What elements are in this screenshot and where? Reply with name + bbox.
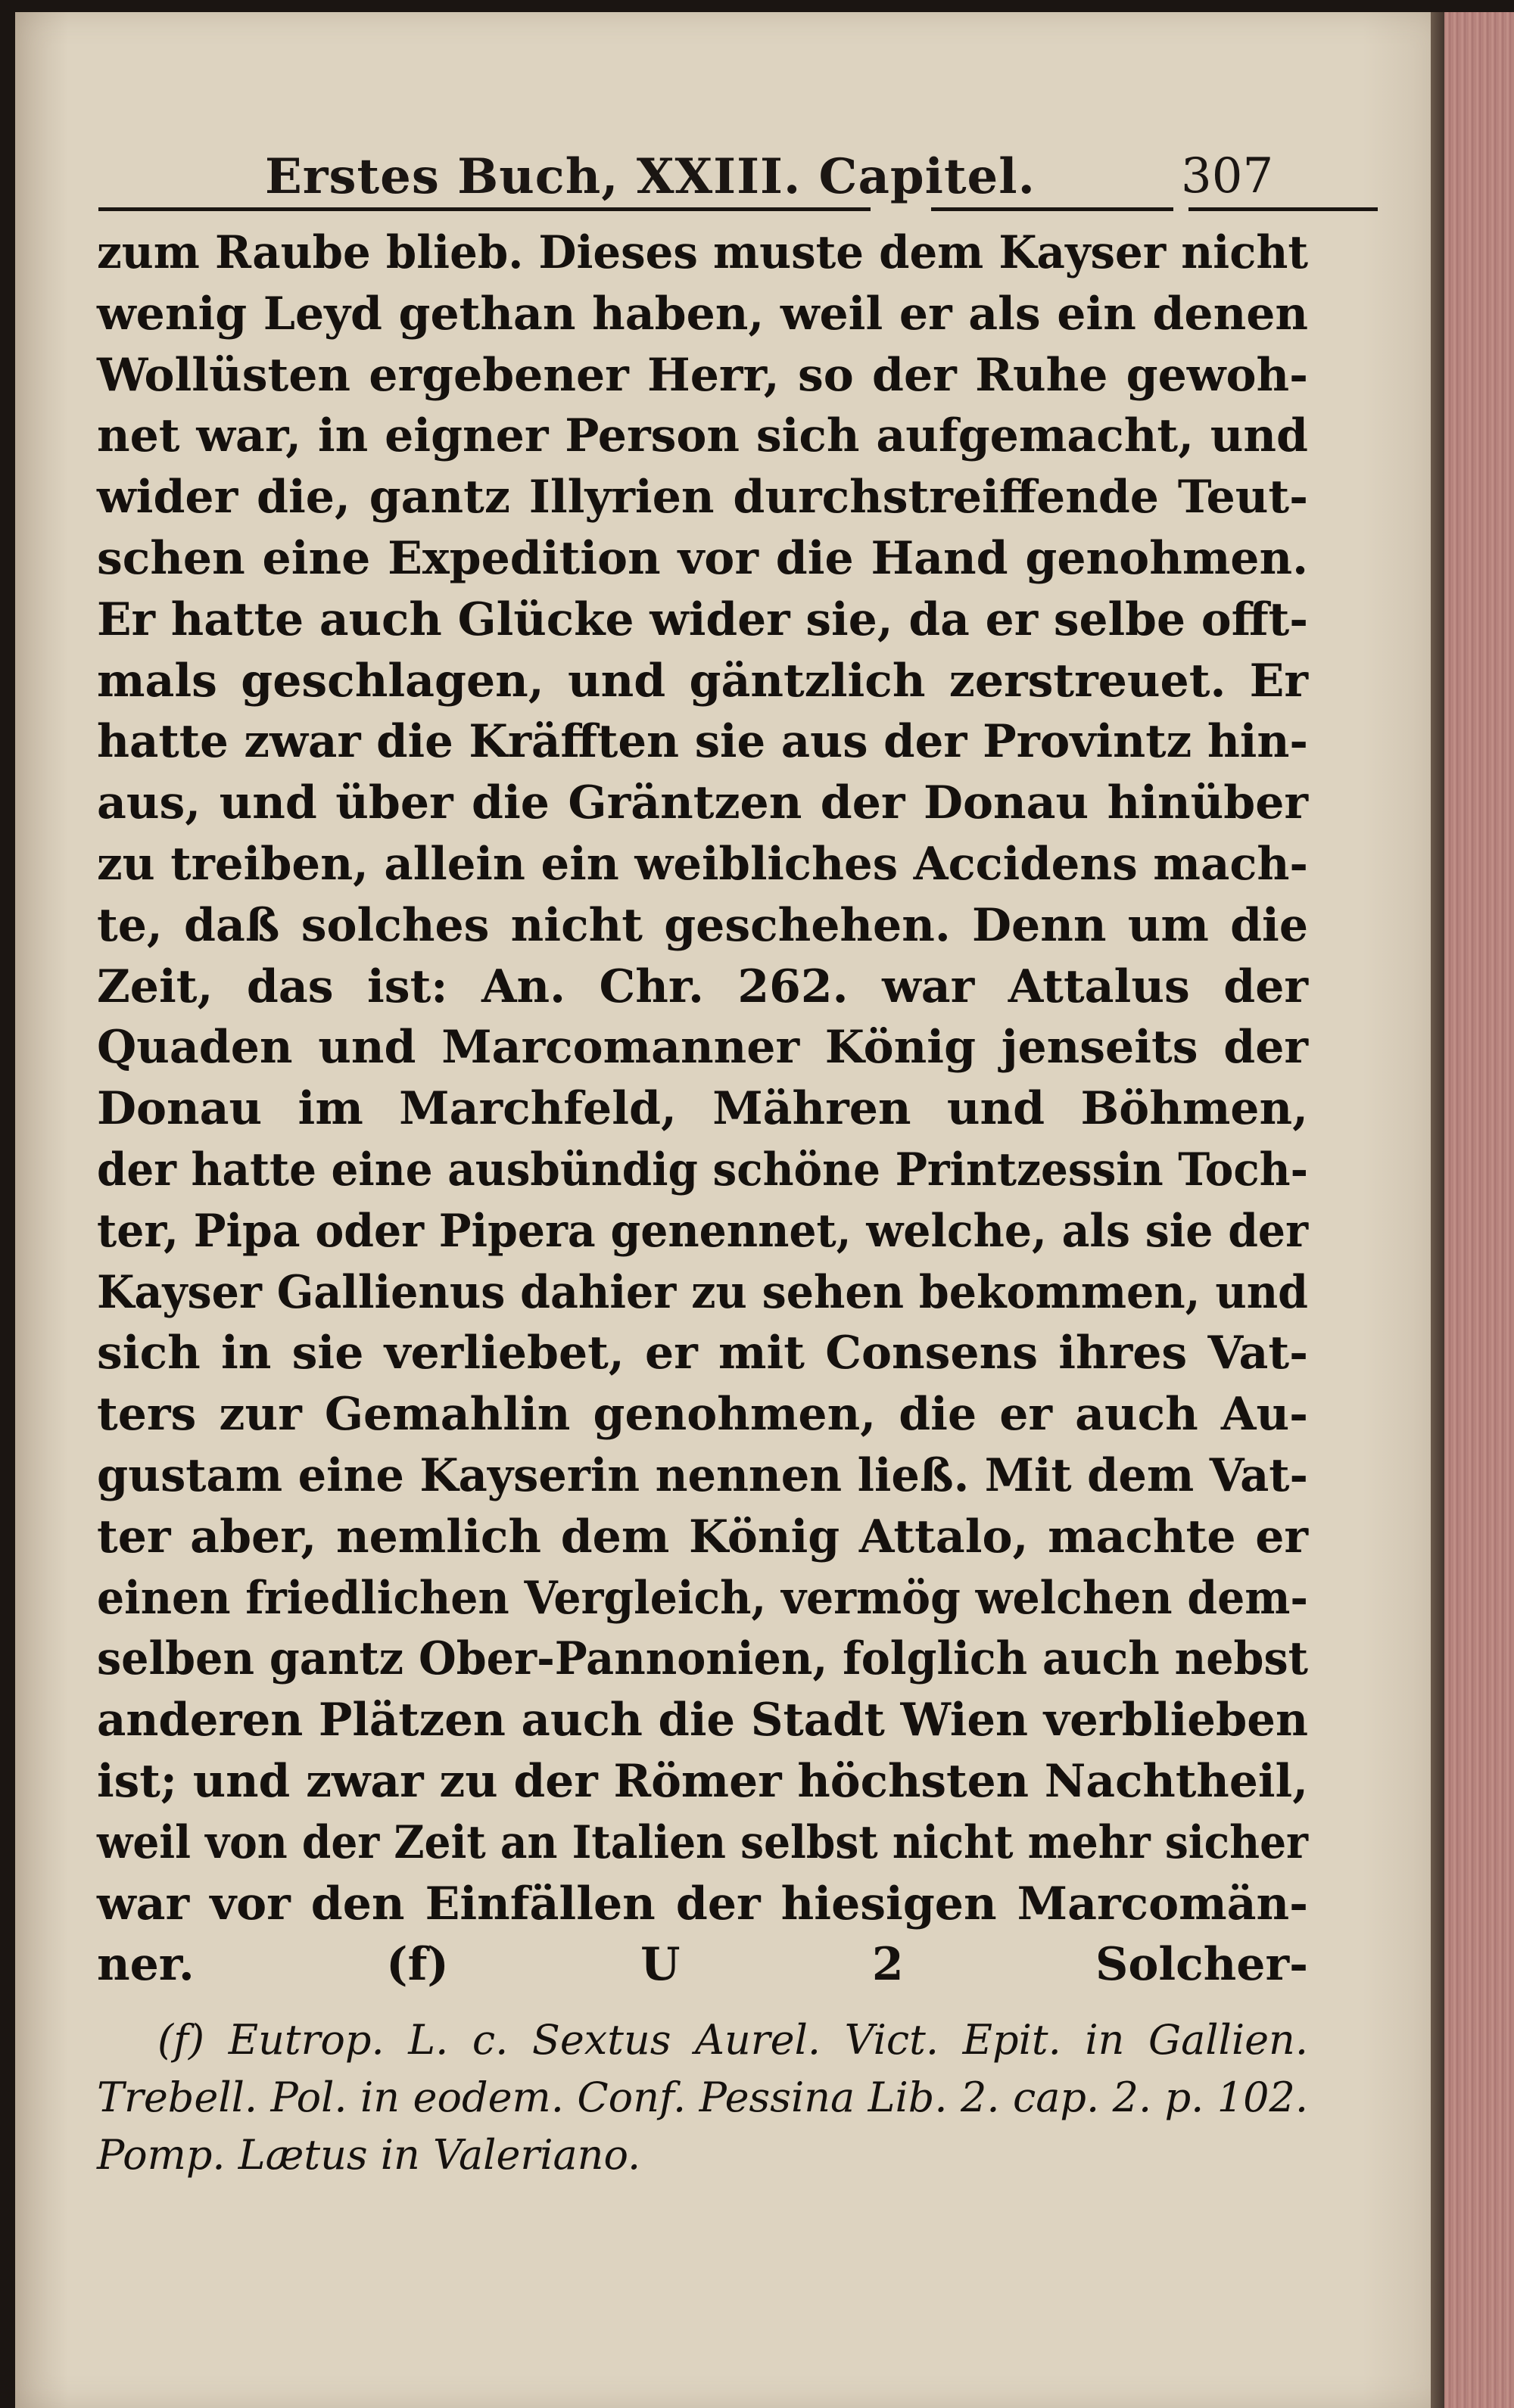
text-line: einen friedlichen Vergleich, vermög welchen dem- [97,1571,1308,1625]
text-line: Donau im Marchfeld, Mähren und Böhmen, [97,1082,1308,1136]
footnote-line: (f) Eutrop. L. c. Sextus Aurel. Vict. Epit. in Gallien. [157,2016,1308,2064]
header-rule-mid [931,207,1173,211]
header-rule-right [1188,207,1378,211]
text-line: Zeit, das ist: An. Chr. 262. war Attalus der [97,960,1308,1013]
footnote-line: Trebell. Pol. in eodem. Conf. Pessina Lib. 2. cap. 2. p. 102. [97,2074,1308,2121]
text-line: wider die, gantz Illyrien durchstreiffende Teut- [97,471,1308,524]
text-line: ist; und zwar zu der Römer höchsten Nachtheil, [97,1754,1308,1808]
text-line: der hatte eine ausbündig schöne Printzessin Toch- [97,1143,1308,1196]
text-line: anderen Plätzen auch die Stadt Wien verblieben [97,1694,1308,1747]
page-header [98,148,1294,216]
text-line: net war, in eigner Person sich aufgemacht, und [97,409,1308,463]
text-line: ters zur Gemahlin genohmen, die er auch Au- [97,1388,1308,1442]
footnote-line: Pomp. Lætus in Valeriano. [97,2131,641,2179]
text-line: war vor den Einfällen der hiesigen Marcomän- [97,1877,1308,1930]
text-line: aus, und über die Gräntzen der Donau hinüber [97,776,1308,830]
text-line: Wollüsten ergebener Herr, so der Ruhe gewoh- [97,348,1308,402]
text-line: Er hatte auch Glücke wider sie, da er selbe offt- [97,593,1308,646]
running-head: Erstes Buch, XXIII. Capitel. [265,148,1036,205]
text-line: selben gantz Ober-Pannonien, folglich auch nebst [97,1632,1308,1686]
text-line: ter aber, nemlich dem König Attalo, machte er [97,1510,1308,1563]
text-line: gustam eine Kayserin nennen ließ. Mit dem Vat- [97,1448,1308,1502]
text-line: ter, Pipa oder Pipera genennet, welche, als sie der [97,1204,1308,1258]
text-line: hatte zwar die Kräfften sie aus der Provintz hin- [97,715,1308,769]
text-line: wenig Leyd gethan haben, weil er als ein denen [97,287,1308,341]
text-line: sich in sie verliebet, er mit Consens ihres Vat- [97,1327,1308,1380]
text-line: Quaden und Marcomanner König jenseits der [97,1021,1308,1075]
book-edge [1444,12,1514,2408]
body-text [97,222,1308,1996]
text-line: mals geschlagen, und gäntzlich zerstreuet. Er [97,654,1308,708]
text-line: schen eine Expedition vor die Hand genohmen. [97,531,1308,585]
footnotes [97,2011,1308,2184]
text-line: Kayser Gallienus dahier zu sehen bekommen, und [97,1265,1308,1319]
text-line: zum Raube blieb. Dieses muste dem Kayser nicht [97,226,1308,279]
text-line: te, daß solches nicht geschehen. Denn um die [97,898,1308,952]
page-number: 307 [1181,148,1274,204]
text-line: zu treiben, allein ein weibliches Accidens mach- [97,837,1308,891]
header-rule-left [98,207,871,211]
text-line-catchword: ner. (f) U 2 Solcher- [97,1938,1308,1992]
text-line: weil von der Zeit an Italien selbst nicht mehr sicher [97,1815,1308,1869]
